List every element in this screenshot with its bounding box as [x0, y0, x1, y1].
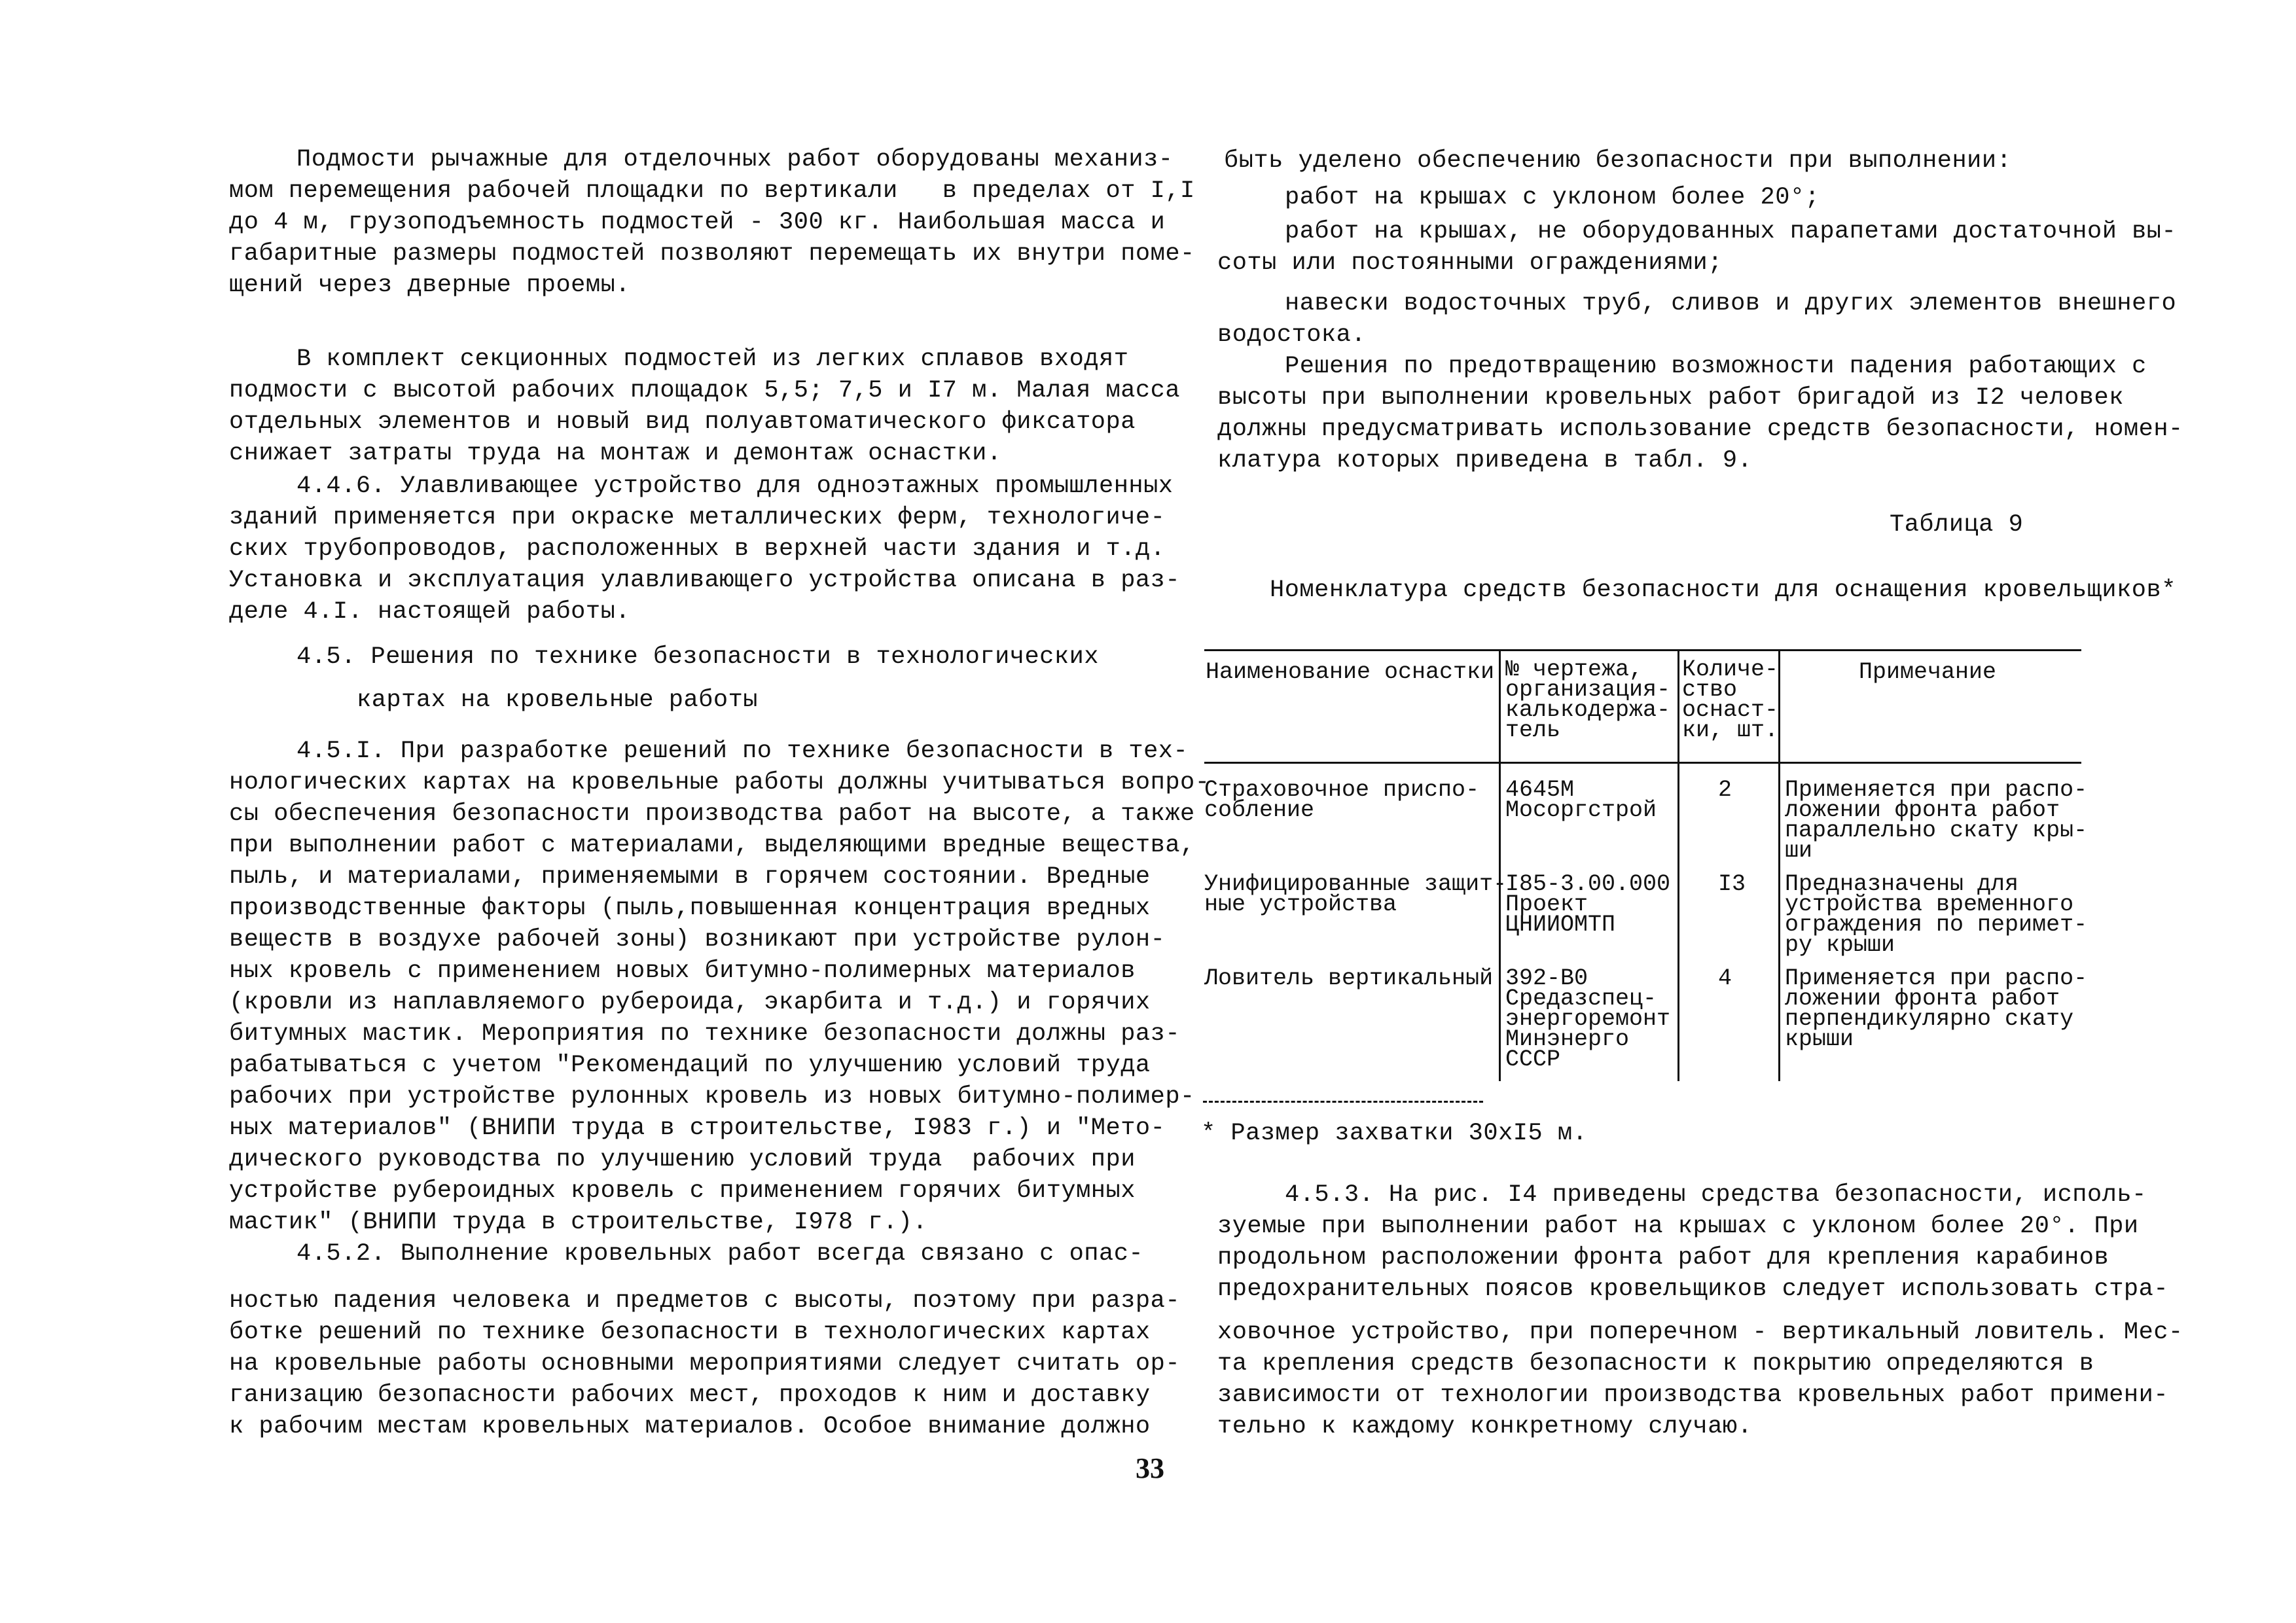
text-line: габаритные размеры подмостей позволяют перемещать их внутри поме- [229, 240, 1195, 268]
text-line: нологических картах на кровельные работы должны учитываться вопро- [229, 769, 1210, 796]
text-line: ностью падения человека и предметов с высоты, поэтому при разра- [229, 1287, 1181, 1315]
text-line: (кровли из наплавляемого рубероида, экарбита и т.д.) и горячих [229, 989, 1151, 1016]
text-line: устройстве рубероидных кровель с применением горячих битумных [229, 1177, 1136, 1205]
text-line: Установка и эксплуатация улавливающего устройства описана в раз- [229, 567, 1181, 594]
text-line: ботке решений по технике безопасности в технологических картах [229, 1319, 1151, 1346]
text-line: ских трубопроводов, расположенных в верхней части здания и т.д. [229, 535, 1166, 563]
text-line: деле 4.I. настоящей работы. [229, 598, 630, 626]
table-cell: Унифицированные защит- ные устройства [1204, 871, 1507, 918]
text-line: навески водосточных труб, сливов и других элементов внешнего [1285, 290, 2177, 317]
table-column-divider [1778, 649, 1780, 1081]
table-label: Таблица 9 [1890, 511, 2024, 539]
text-line: та крепления средств безопасности к покрытию определяются в [1217, 1350, 2094, 1378]
table-header-cell: № чертежа, организация- калькодержа- тель [1505, 656, 1671, 743]
text-line: высоты при выполнении кровельных работ бригадой из I2 человек [1217, 384, 2124, 412]
text-line: работ на крышах с уклоном более 20°; [1285, 184, 1820, 211]
text-line: 4.5.3. На рис. I4 приведены средства безопасности, исполь- [1285, 1181, 2147, 1209]
text-line: быть уделено обеспечению безопасности при выполнении: [1224, 147, 2012, 175]
text-line: соты или постоянными ограждениями; [1217, 249, 1723, 277]
text-line: дического руководства по улучшению условий труда рабочих при [229, 1146, 1136, 1173]
text-line: ганизацию безопасности рабочих мест, проходов к ним и доставку [229, 1382, 1151, 1409]
text-line: водостока. [1217, 321, 1367, 349]
safety-equipment-table [1204, 649, 2101, 1088]
table-cell: 4645М Мосоргстрой [1505, 777, 1657, 823]
text-line: тельно к каждому конкретному случаю. [1217, 1413, 1753, 1440]
text-line: рабатываться с учетом "Рекомендаций по улучшению условий труда [229, 1052, 1151, 1079]
text-line: к рабочим местам кровельных материалов. Особое внимание должно [229, 1413, 1151, 1440]
text-line: рабочих при устройстве рулонных кровель из новых битумно-полимер- [229, 1083, 1195, 1111]
footnote-separator [1203, 1101, 1483, 1103]
table-cell: 392-В0 Средазспец- энергоремонт Минэнерго СССР [1505, 965, 1671, 1073]
text-line: пыль, и материалами, применяемыми в горячем состоянии. Вредные [229, 863, 1151, 891]
text-line: зуемые при выполнении работ на крышах с уклоном более 20°. При [1217, 1213, 2139, 1240]
section-heading: 4.5. Решения по технике безопасности в технологических [296, 643, 1099, 671]
table-cell: Предназначены для устройства временного ограждения по перимет- ру крыши [1785, 871, 2088, 958]
text-line: Подмости рычажные для отделочных работ оборудованы механиз- [296, 146, 1174, 173]
text-line: сы обеспечения безопасности производства работ на высоте, а также [229, 800, 1195, 828]
table-header-cell: Примечание [1859, 659, 1997, 685]
text-line: клатура которых приведена в табл. 9. [1217, 447, 1753, 474]
text-line: мом перемещения рабочей площадки по вертикали в пределах от I,I [229, 177, 1195, 205]
footnote: * Размер захватки 30хI5 м. [1201, 1120, 1588, 1147]
table-top-border [1204, 649, 2081, 651]
section-heading: картах на кровельные работы [357, 687, 758, 714]
text-line: продольном расположении фронта работ для крепления карабинов [1217, 1244, 2109, 1272]
table-cell: I85-3.00.000 Проект ЦНИИОМТП [1505, 871, 1671, 938]
text-line: отдельных элементов и новый вид полуавтоматического фиксатора [229, 408, 1136, 436]
table-cell: Применяется при распо- ложении фронта работ перпендикулярно скату крыши [1785, 965, 2088, 1052]
text-line: ховочное устройство, при поперечном - вертикальный ловитель. Мес- [1217, 1319, 2183, 1346]
text-line: 4.4.6. Улавливающее устройство для одноэтажных промышленных [296, 473, 1174, 500]
table-header-cell: Наименование оснастки [1206, 659, 1495, 685]
text-line: при выполнении работ с материалами, выделяющими вредные вещества, [229, 832, 1195, 859]
text-line: зданий применяется при окраске металлических ферм, технологиче- [229, 504, 1166, 531]
text-line: ных кровель с применением новых битумно-полимерных материалов [229, 957, 1136, 985]
table-cell: 2 [1718, 777, 1732, 803]
text-line: битумных мастик. Мероприятия по технике безопасности должны раз- [229, 1020, 1181, 1048]
text-line: до 4 м, грузоподъемность подмостей - 300 кг. Наибольшая масса и [229, 209, 1166, 236]
text-line: снижает затраты труда на монтаж и демонтаж оснастки. [229, 440, 1002, 467]
text-line: 4.5.I. При разработке решений по технике безопасности в тех- [296, 738, 1189, 765]
table-header-cell: Количе- ство оснаст- ки, шт. [1682, 656, 1779, 743]
text-line: зависимости от технологии производства кровельных работ примени- [1217, 1382, 2169, 1409]
text-line: на кровельные работы основными мероприятиями следует считать ор- [229, 1350, 1181, 1378]
text-line: щений через дверные проемы. [229, 272, 630, 299]
text-line: мастик" (ВНИПИ труда в строительстве, I978 г.). [229, 1209, 928, 1236]
text-line: работ на крышах, не оборудованных парапетами достаточной вы- [1285, 218, 2177, 245]
text-line: Решения по предотвращению возможности падения работающих с [1285, 353, 2147, 380]
text-line: подмости с высотой рабочих площадок 5,5; 7,5 и I7 м. Малая масса [229, 377, 1181, 404]
table-cell: Ловитель вертикальный [1204, 965, 1494, 991]
table-header-border [1204, 762, 2081, 764]
table-cell: Применяется при распо- ложении фронта работ параллельно скату кры- ши [1785, 777, 2088, 864]
text-line: ных материалов" (ВНИПИ труда в строительстве, I983 г.) и "Мето- [229, 1115, 1166, 1142]
table-cell: 4 [1718, 965, 1732, 991]
text-line: производственные факторы (пыль,повышенная концентрация вредных [229, 895, 1151, 922]
table-column-divider [1499, 649, 1501, 1081]
text-line: веществ в воздухе рабочей зоны) возникают при устройстве рулон- [229, 926, 1166, 954]
text-line: В комплект секционных подмостей из легких сплавов входят [296, 346, 1129, 373]
text-line: должны предусматривать использование средств безопасности, номен- [1217, 416, 2183, 443]
text-line: 4.5.2. Выполнение кровельных работ всегда связано с опас- [296, 1240, 1144, 1268]
text-line: предохранительных поясов кровельщиков следует использовать стра- [1217, 1275, 2169, 1303]
table-title: Номенклатура средств безопасности для оснащения кровельщиков* [1270, 577, 2176, 604]
table-cell: Страховочное приспо- собление [1204, 777, 1480, 823]
table-column-divider [1677, 649, 1679, 1081]
page-number: 33 [1136, 1452, 1164, 1484]
table-cell: I3 [1718, 871, 1746, 897]
